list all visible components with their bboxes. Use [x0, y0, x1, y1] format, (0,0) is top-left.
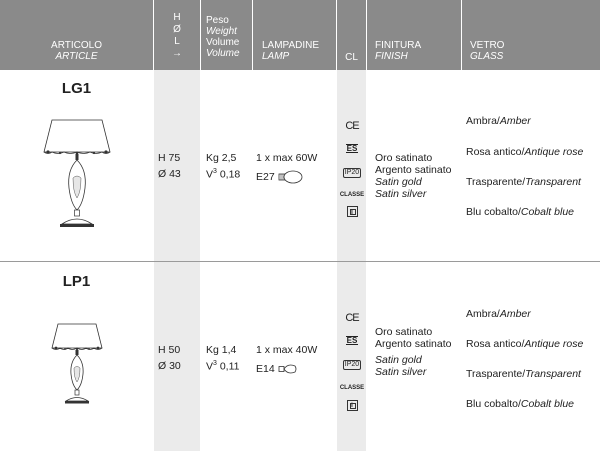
header-sep: [461, 0, 462, 70]
finish-en-2: [375, 188, 426, 200]
finish-en-2: [375, 366, 426, 378]
finish-it-1: Oro satinato: [375, 152, 433, 164]
product-code: LP1: [62, 273, 91, 290]
header-article-it: ARTICOLO: [51, 40, 102, 51]
volume-prefix: V: [206, 360, 214, 373]
glass-en: Cobalt blue: [520, 398, 574, 410]
height-value: H 75: [158, 152, 181, 164]
lamp-lp1-image: [50, 322, 104, 406]
header-dims-h: H: [173, 12, 181, 23]
es-mark-label: ES: [346, 336, 358, 345]
table-header: [0, 0, 600, 70]
header-glass-it: VETRO: [470, 40, 505, 51]
glass-it: Blu cobalto/: [466, 206, 521, 218]
glass-it: Trasparente/: [466, 368, 526, 380]
glass-en: Transparent: [525, 368, 581, 380]
header-glass: [470, 40, 504, 62]
header-dimensions: [154, 12, 200, 60]
bulb-small-icon: [278, 362, 298, 376]
glass-option: [466, 308, 531, 320]
finish-en-2-label: Satin silver: [375, 366, 427, 378]
es-mark-label: ES: [346, 144, 358, 153]
glass-option: [466, 338, 583, 350]
glass-it: Ambra/: [466, 115, 500, 127]
bulb-large-icon: [278, 170, 304, 184]
lamp-socket-label: E27: [256, 170, 275, 183]
finish-it-2: Argento satinato: [375, 338, 452, 350]
volume-sup: 3: [213, 168, 217, 175]
volume-sup: 3: [213, 360, 217, 367]
header-volume-en: Volume: [206, 48, 240, 59]
classe-label: CLASSE I: [339, 385, 365, 409]
ip20-badge: [339, 161, 365, 179]
lamp-power: 1 x max 60W: [256, 152, 318, 164]
double-square-icon: [339, 204, 365, 222]
glass-option: [466, 368, 581, 380]
ip20-label: IP20: [344, 361, 360, 368]
row-divider: [0, 261, 600, 262]
glass-it: Rosa antico/: [466, 146, 525, 158]
classe-label: CLASSE I: [339, 192, 365, 216]
glass-option: [466, 206, 574, 218]
header-weight-it: Peso: [206, 15, 229, 26]
finish-it-1: Oro satinato: [375, 326, 433, 338]
glass-en: Amber: [499, 308, 531, 320]
finish-en-1-label: Satin gold: [375, 354, 422, 366]
volume-value: [206, 360, 240, 373]
weight-value: Kg 2,5: [206, 152, 237, 164]
header-dims-l: L: [174, 36, 180, 47]
product-code: LG1: [61, 80, 92, 97]
header-glass-en: GLASS: [470, 51, 504, 62]
glass-en: Amber: [499, 115, 531, 127]
arrow-right-icon: →: [172, 48, 182, 59]
volume-number: 0,11: [216, 360, 240, 373]
glass-it: Rosa antico/: [466, 338, 525, 350]
finish-en-1: [375, 176, 422, 188]
volume-number: 0,18: [216, 168, 241, 181]
lamp-lg1-image: [40, 118, 114, 232]
glass-it: Trasparente/: [466, 176, 526, 188]
ce-mark-icon: [339, 116, 365, 134]
header-lamp-en: LAMP: [262, 51, 290, 62]
finish-it-2: Argento satinato: [375, 164, 452, 176]
lamp-socket: [256, 362, 298, 376]
header-finish-en: FINISH: [375, 51, 408, 62]
header-dims-o: Ø: [173, 24, 181, 35]
glass-option: [466, 146, 583, 158]
lamp-power: 1 x max 40W: [256, 344, 318, 356]
header-article-en: ARTICLE: [55, 51, 98, 62]
header-cl-label: CL: [345, 52, 358, 63]
es-mark-icon: [339, 330, 365, 348]
diameter-value: Ø 30: [158, 360, 181, 372]
ip20-label: IP20: [344, 169, 360, 176]
lamp-socket: [256, 170, 304, 184]
header-finish: [375, 40, 421, 62]
header-weight-en: Weight: [206, 26, 237, 37]
header-sep: [366, 0, 367, 70]
header-weight-volume: [206, 15, 240, 59]
double-square-icon: [339, 398, 365, 416]
header-finish-it: FINITURA: [375, 40, 422, 51]
height-value: H 50: [158, 344, 181, 356]
glass-en: Antique rose: [524, 338, 584, 350]
ce-mark-label: CE: [345, 312, 359, 324]
ce-mark-label: CE: [345, 120, 359, 132]
glass-en: Antique rose: [524, 146, 584, 158]
diameter-value: Ø 43: [158, 168, 181, 180]
glass-option: [466, 176, 581, 188]
glass-option: [466, 398, 574, 410]
finish-en-1-label: Satin gold: [375, 176, 422, 188]
volume-value: [206, 168, 240, 181]
finish-en-1: [375, 354, 422, 366]
glass-it: Blu cobalto/: [466, 398, 521, 410]
glass-en: Cobalt blue: [520, 206, 574, 218]
weight-value: Kg 1,4: [206, 344, 237, 356]
header-volume-it: Volume: [206, 37, 240, 48]
header-article: [0, 40, 153, 62]
header-cl: [337, 52, 366, 63]
header-lamp: [262, 40, 319, 62]
ce-mark-icon: [339, 308, 365, 326]
lamp-socket-label: E14: [256, 362, 275, 375]
glass-option: [466, 115, 531, 127]
header-lamp-it: LAMPADINE: [262, 40, 320, 51]
header-sep: [200, 0, 201, 70]
ip20-badge: [339, 353, 365, 371]
header-sep: [252, 0, 253, 70]
glass-it: Ambra/: [466, 308, 500, 320]
es-mark-icon: [339, 138, 365, 156]
finish-en-2-label: Satin silver: [375, 188, 427, 200]
volume-prefix: V: [206, 168, 214, 181]
glass-en: Transparent: [525, 176, 581, 188]
